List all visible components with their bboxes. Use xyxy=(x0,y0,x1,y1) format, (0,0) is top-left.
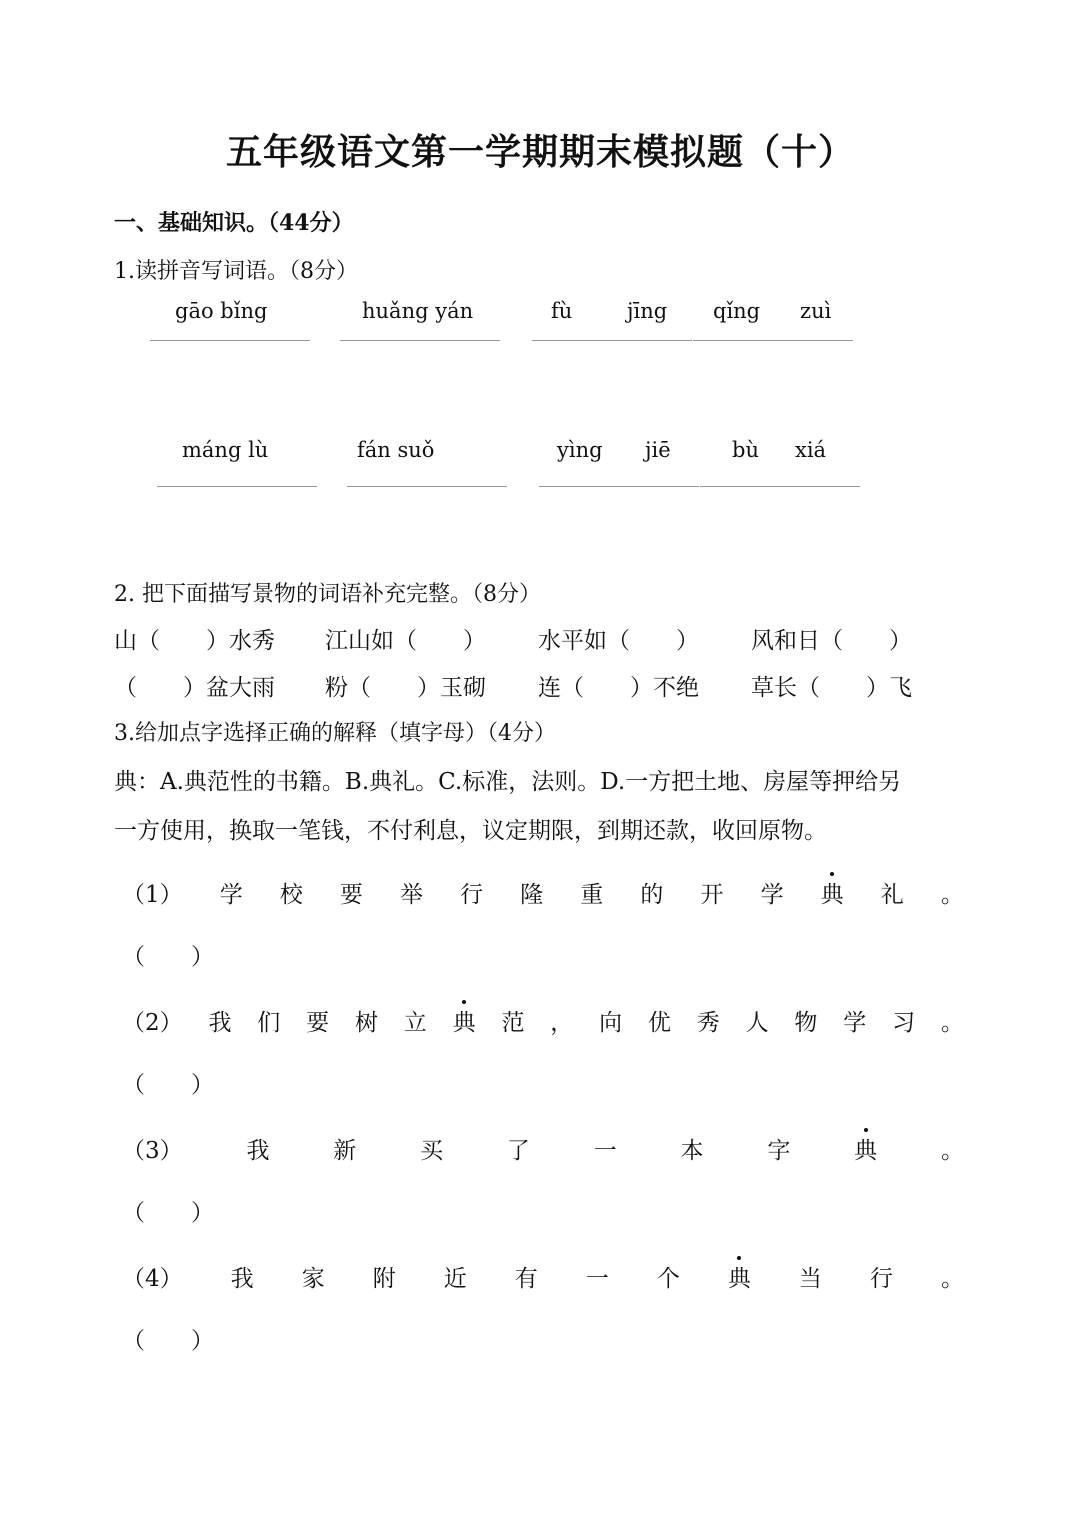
sentence-char: 们 xyxy=(257,1010,281,1036)
section-heading-basics: 一、基础知识。（44分） xyxy=(114,210,354,236)
sentence-char: 一 xyxy=(585,1266,609,1292)
item-number: （3） xyxy=(122,1138,183,1164)
answer-line[interactable] xyxy=(157,486,317,487)
fill-in-phrase[interactable]: （ ）盆大雨 xyxy=(114,675,275,701)
sentence-char: 要 xyxy=(306,1010,330,1036)
answer-blank-2[interactable]: （ ） xyxy=(122,1072,214,1098)
fill-in-phrase[interactable]: 江山如（ ） xyxy=(325,628,486,654)
answer-line[interactable] xyxy=(700,486,860,487)
sentence-char: 重 xyxy=(580,882,604,908)
sentence-char: 学 xyxy=(760,882,784,908)
answer-line[interactable] xyxy=(150,340,310,341)
question-2-label: 2. 把下面描写景物的词语补充完整。（8分） xyxy=(114,582,541,607)
pinyin-fu: fù xyxy=(551,299,573,323)
pinyin-bu: bù xyxy=(732,438,759,462)
sentence-char: 一 xyxy=(593,1138,617,1164)
answer-line[interactable] xyxy=(340,340,500,341)
pinyin-huang-yan: huǎng yán xyxy=(362,299,474,323)
sentence-char: 范 xyxy=(501,1010,525,1036)
answer-blank-3[interactable]: （ ） xyxy=(122,1200,214,1226)
answer-blank-1[interactable]: （ ） xyxy=(122,944,214,970)
sentence-char: 本 xyxy=(680,1138,704,1164)
sentence-char: 行 xyxy=(869,1266,893,1292)
pinyin-mang-lu: máng lù xyxy=(182,438,269,462)
sentence-char: 个 xyxy=(656,1266,680,1292)
sentence-char: 学 xyxy=(843,1010,867,1036)
definition-line-1: 典：A.典范性的书籍。B.典礼。C.标准，法则。D.一方把土地、房屋等押给另 xyxy=(114,769,902,795)
sentence-char: 开 xyxy=(700,882,724,908)
answer-line[interactable] xyxy=(347,486,507,487)
sentence-item-3 xyxy=(122,1132,964,1165)
question-3-label: 3.给加点字选择正确的解释（填字母）（4分） xyxy=(114,721,556,746)
answer-blank-4[interactable]: （ ） xyxy=(122,1328,214,1354)
sentence-char: 。 xyxy=(940,882,964,908)
sentence-char: 。 xyxy=(940,1010,964,1036)
sentence-char: 优 xyxy=(647,1010,671,1036)
pinyin-fan-suo: fán suǒ xyxy=(357,438,435,462)
sentence-char: 附 xyxy=(372,1266,396,1292)
pinyin-gao-bing: gāo bǐng xyxy=(175,299,268,323)
sentence-char: 字 xyxy=(767,1138,791,1164)
item-number: （2） xyxy=(122,1010,183,1036)
item-number: （1） xyxy=(122,882,183,908)
sentence-char: 要 xyxy=(339,882,363,908)
pinyin-qing: qǐng xyxy=(713,299,761,323)
sentence-item-1 xyxy=(122,876,964,909)
fill-in-phrase[interactable]: 山（ ）水秀 xyxy=(114,628,275,654)
sentence-char: 。 xyxy=(940,1138,964,1164)
sentence-char: 举 xyxy=(400,882,424,908)
fill-in-phrase[interactable]: 草长（ ）飞 xyxy=(751,675,912,701)
item-number: （4） xyxy=(122,1266,183,1292)
sentence-char: 校 xyxy=(279,882,303,908)
sentence-char: 的 xyxy=(640,882,664,908)
pinyin-jing: jīng xyxy=(627,299,668,323)
sentence-item-4 xyxy=(122,1260,964,1293)
sentence-char: 有 xyxy=(514,1266,538,1292)
sentence-char: 家 xyxy=(301,1266,325,1292)
pinyin-ying: yìng xyxy=(557,438,603,462)
sentence-char: 新 xyxy=(333,1138,357,1164)
answer-line[interactable] xyxy=(532,340,692,341)
pinyin-jie: jiē xyxy=(645,438,671,462)
emphasized-char-dian: 典 xyxy=(728,1260,751,1293)
answer-line[interactable] xyxy=(693,340,853,341)
fill-in-phrase[interactable]: 粉（ ）玉砌 xyxy=(325,675,486,701)
sentence-char: 秀 xyxy=(696,1010,720,1036)
sentence-char: 。 xyxy=(940,1266,964,1292)
sentence-char: 我 xyxy=(230,1266,254,1292)
sentence-char: 学 xyxy=(219,882,243,908)
sentence-char: ， xyxy=(550,1010,574,1036)
sentence-char: 人 xyxy=(745,1010,769,1036)
sentence-char: 买 xyxy=(420,1138,444,1164)
pinyin-xia: xiá xyxy=(795,438,827,462)
sentence-char: 我 xyxy=(208,1010,232,1036)
definition-line-2: 一方使用，换取一笔钱，不付利息，议定期限，到期还款，收回原物。 xyxy=(114,818,827,844)
pinyin-zui: zuì xyxy=(800,299,832,323)
sentence-char: 物 xyxy=(794,1010,818,1036)
sentence-char: 立 xyxy=(403,1010,427,1036)
fill-in-phrase[interactable]: 风和日（ ） xyxy=(751,628,912,654)
emphasized-char-dian: 典 xyxy=(854,1132,877,1165)
answer-line[interactable] xyxy=(539,486,699,487)
sentence-char: 隆 xyxy=(520,882,544,908)
sentence-item-2 xyxy=(122,1004,964,1037)
sentence-char: 当 xyxy=(798,1266,822,1292)
emphasized-char-dian: 典 xyxy=(821,876,844,909)
sentence-char: 向 xyxy=(599,1010,623,1036)
fill-in-phrase[interactable]: 连（ ）不绝 xyxy=(538,675,699,701)
sentence-char: 我 xyxy=(246,1138,270,1164)
sentence-char: 礼 xyxy=(880,882,904,908)
question-1-label: 1.读拼音写词语。（8分） xyxy=(114,259,358,284)
sentence-char: 了 xyxy=(506,1138,530,1164)
sentence-char: 树 xyxy=(354,1010,378,1036)
emphasized-char-dian: 典 xyxy=(453,1004,476,1037)
fill-in-phrase[interactable]: 水平如（ ） xyxy=(538,628,699,654)
page-title: 五年级语文第一学期期末模拟题（十） xyxy=(225,132,855,173)
sentence-char: 近 xyxy=(443,1266,467,1292)
sentence-char: 习 xyxy=(892,1010,916,1036)
sentence-char: 行 xyxy=(460,882,484,908)
